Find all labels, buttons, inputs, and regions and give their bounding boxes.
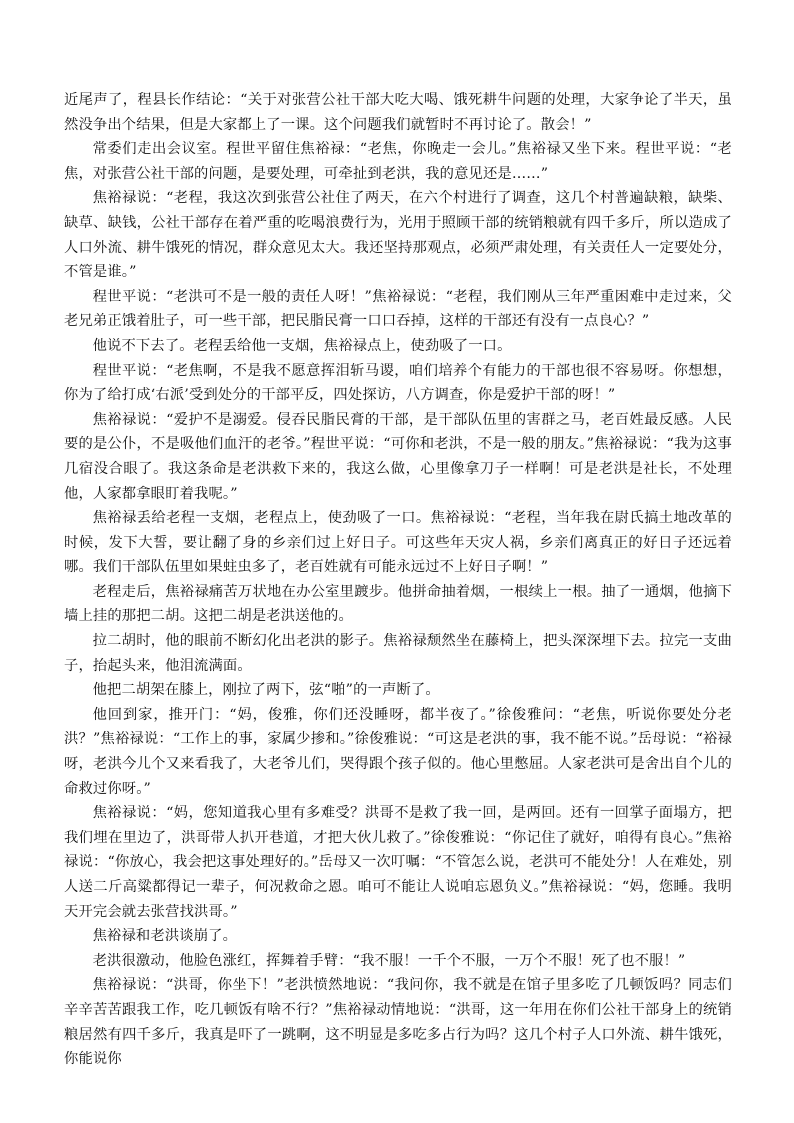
paragraph: 程世平说：“老洪可不是一般的责任人呀！”焦裕禄说：“老程，我们刚从三年严重困难中走过来，父老兄弟正饿着肚子，可一些干部，把民脂民膏一口口吞掉，这样的干部还有没有一点良心？”	[64, 288, 732, 330]
paragraph: 拉二胡时，他的眼前不断幻化出老洪的影子。焦裕禄颓然坐在藤椅上，把头深深埋下去。拉完一支曲子，抬起头来，他泪流满面。	[64, 633, 732, 674]
paragraph: 焦裕禄丢给老程一支烟，老程点上，使劲吸了一口。焦裕禄说：“老程，当年我在尉氏搞土地改革的时候，发下大誓，要让翻了身的乡亲们过上好日子。可这些年天灾人祸，乡亲们离真正的好日子还远着哪。我们干部队伍里如果蛀虫多了，老百姓就有可能永远过不上好日子啊！”	[64, 510, 732, 576]
paragraph: 焦裕禄说：“爱护不是溺爱。侵吞民脂民膏的干部，是干部队伍里的害群之马，老百姓最反感。人民要的是公仆，不是吸他们血汗的老爷。”程世平说：“可你和老洪，不是一般的朋友。”焦裕禄说：“我为这事几宿没合眼了。我这条命是老洪救下来的，我这么做，心里像拿刀子一样啊！可是老洪是社长，不处理他，人家都拿眼盯着我呢。”	[64, 411, 732, 502]
paragraph: 老程走后，焦裕禄痛苦万状地在办公室里踱步。他拼命抽着烟，一根续上一根。抽了一通烟，他摘下墙上挂的那把二胡。这把二胡是老洪送他的。	[64, 583, 732, 625]
paragraph: 老洪很激动，他脸色涨红，挥舞着手臂：“我不服！一千个不服，一万个不服！死了也不服！”	[92, 952, 686, 969]
paragraph: 程世平说：“老焦啊，不是我不愿意挥泪斩马谡，咱们培养个有能力的干部也很不容易呀。你想想，你为了给打成‘右派’受到处分的干部平反，四处探访，八方调查，你是爱护干部的呀！”	[64, 362, 732, 404]
paragraph: 他说不下去了。老程丢给他一支烟，焦裕禄点上，使劲吸了一口。	[92, 337, 512, 354]
paragraph: 他回到家，推开门：“妈，俊雅，你们还没睡呀，都半夜了。”徐俊雅问：“老焦，听说你要处分老洪？”焦裕禄说：“工作上的事，家属少掺和。”徐俊雅说：“可这是老洪的事，我不能不说。”岳母说：“裕禄呀，老洪今儿个又来看我了，大老爷儿们，哭得跟个孩子似的。他心里憋屈。人家老洪可是舍出自个儿的命救过你呀。”	[64, 706, 732, 797]
paragraph: 他把二胡架在膝上，刚拉了两下，弦“啪”的一声断了。	[92, 682, 440, 699]
paragraph: 焦裕禄说：“妈，您知道我心里有多难受？洪哥不是救了我一回，是两回。还有一回掌子面塌方，把我们埋在里边了，洪哥带人扒开巷道，才把大伙儿救了。”徐俊雅说：“你记住了就好，咱得有良心。”焦裕禄说：“你放心，我会把这事处理好的。”岳母又一次叮嘱：“不管怎么说，老洪可不能处分！人在难处，别人送二斤高粱都得记一辈子，何况救命之恩。咱可不能让人说咱忘恩负义。”焦裕禄说：“妈，您睡。我明天开完会就去张营找洪哥。”	[64, 805, 732, 920]
document-body	[64, 88, 732, 1072]
paragraph: 焦裕禄说：“老程，我这次到张营公社住了两天，在六个村进行了调查，这几个村普遍缺粮，缺柴、缺草、缺钱，公社干部存在着严重的吃喝浪费行为，光用于照顾干部的统销粮就有四千多斤，所以造成了人口外流、耕牛饿死的情况，群众意见太大。我还坚持那观点，必须严肃处理，有关责任人一定要处分，不管是谁。”	[64, 190, 732, 281]
paragraph: 焦裕禄说：“洪哥，你坐下！”老洪愤然地说：“我问你，我不就是在馆子里多吃了几顿饭吗？同志们辛辛苦苦跟我工作，吃几顿饭有啥不行？”焦裕禄动情地说：“洪哥，这一年用在你们公社干部身上的统销粮居然有四千多斤，我真是吓了一跳啊，这不明显是多吃多占行为吗？这几个村子人口外流、耕牛饿死，你能说你	[64, 977, 732, 1068]
paragraph: 近尾声了，程县长作结论：“关于对张营公社干部大吃大喝、饿死耕牛问题的处理，大家争论了半天，虽然没争出个结果，但是大家都上了一课。这个问题我们就暂时不再讨论了。散会！”	[64, 92, 732, 133]
paragraph: 焦裕禄和老洪谈崩了。	[92, 928, 238, 945]
paragraph: 常委们走出会议室。程世平留住焦裕禄：“老焦，你晚走一会儿。”焦裕禄又坐下来。程世平说：“老焦，对张营公社干部的问题，是要处理，可牵扯到老洪，我的意见还是……”	[64, 141, 732, 182]
